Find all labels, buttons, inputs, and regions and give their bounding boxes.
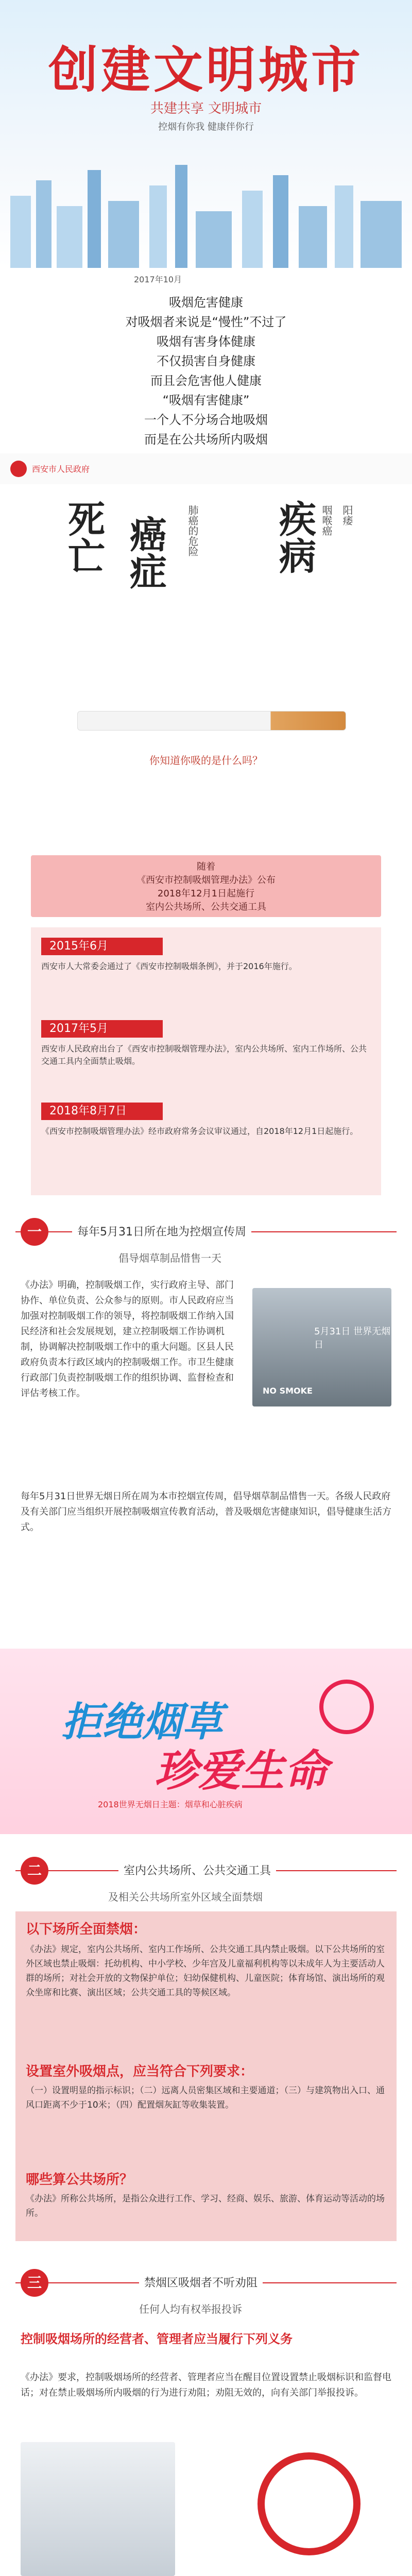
rules-heading: 以下场所全面禁烟： xyxy=(26,1922,147,1937)
timeline-year: 2015年6月 xyxy=(41,938,163,955)
smoker-illustration xyxy=(21,2442,175,2576)
rules-box xyxy=(15,1911,397,2241)
section-header xyxy=(0,1216,412,1249)
intro-line: 而且会危害他人健康 xyxy=(150,374,262,388)
section-subtitle: 任何人均有权举报投诉 xyxy=(139,2303,242,2315)
policy-notice-box xyxy=(31,855,381,917)
gov-logo-icon xyxy=(10,461,27,477)
section-title: 禁烟区吸烟者不听劝阻 xyxy=(139,2274,263,2290)
timeline xyxy=(31,927,381,1195)
section-header xyxy=(0,2267,412,2300)
rules-heading: 哪些算公共场所？ xyxy=(26,2172,133,2188)
intro-line: 对吸烟者来说是“慢性”不过了 xyxy=(125,315,287,329)
hero-banner xyxy=(0,0,412,268)
hero-title: 创建文明城市 xyxy=(48,41,364,99)
no-smoke-photo xyxy=(252,1288,391,1406)
poster-word: 疾病 xyxy=(273,500,317,574)
intro-date: 2017年10月 xyxy=(134,275,182,284)
section-number: 一 xyxy=(21,1218,48,1246)
section-title: 室内公共场所、公共交通工具 xyxy=(118,1862,276,1878)
section-header xyxy=(0,1855,412,1888)
banner-caption: 2018世界无烟日主题：烟草和心脏疾病 xyxy=(98,1800,243,1809)
intro-line: 而是在公共场所内吸烟 xyxy=(144,432,268,447)
photo-label: NO SMOKE xyxy=(263,1386,313,1396)
anti-smoking-poster xyxy=(0,484,412,845)
poster-word: 死亡 xyxy=(62,500,106,574)
notice-line: 随着 xyxy=(197,861,215,872)
rules-text: 《办法》规定，室内公共场所、室内工作场所、公共交通工具内禁止吸烟。以下公共场所的室外区域也禁止吸烟：托幼机构、中小学校、少年宫及儿童福利机构等以未成年人为主要活动人群的场所；对社会开放的文物保护单位；妇幼保健机构、儿童医院；体育场馆、演出场所的观众坐席和比赛、演出区域；公共交通工具的等候区域。 xyxy=(26,1944,385,1998)
promo-banner xyxy=(0,1649,412,1834)
hero-tagline: 控烟有你我 健康伴你行 xyxy=(158,122,254,132)
intro-line: 不仅损害自身健康 xyxy=(157,354,255,368)
poster-side-word: 肺癌的危险 xyxy=(186,505,199,556)
notice-line: 《西安市控制吸烟管理办法》公布 xyxy=(136,875,276,886)
banner-headline: 拒绝烟草 xyxy=(62,1699,223,1745)
rules-text: 《办法》所称公共场所，是指公众进行工作、学习、经商、娱乐、旅游、体育运动等活动的场所。 xyxy=(26,2194,385,2218)
intro-line: 吸烟危害健康 xyxy=(169,295,243,310)
photo-badge: 5月31日 世界无烟日 xyxy=(314,1326,391,1350)
intro-line: 吸烟有害身体健康 xyxy=(157,334,255,349)
timeline-year: 2018年8月7日 xyxy=(41,1103,163,1120)
section-paragraph: 每年5月31日世界无烟日所在周为本市控烟宣传周，倡导烟草制品惜售一天。各级人民政府及有关部门应当组织开展控制吸烟宣传教育活动，普及吸烟危害健康知识，倡导健康生活方式。 xyxy=(21,1491,391,1533)
section-paragraph: 《办法》明确，控制吸烟工作，实行政府主导、部门协作、单位负责、公众参与的原则。市人民政府应当加强对控制吸烟工作的领导，将控制吸烟工作纳入国民经济和社会发展规划，建立控制吸烟工作协调机制，协调解决控制吸烟工作中的重大问题。区县人民政府负责本行政区域内的控制吸烟工作。市卫生健康行政部门负责控制吸烟工作的组织协调、监督检查和评估考核工作。 xyxy=(21,1280,234,1399)
section-subtitle: 倡导烟草制品惜售一天 xyxy=(118,1252,221,1264)
poster-word: 癌症 xyxy=(124,515,167,589)
poster-caption: 你知道你吸的是什么吗？ xyxy=(149,754,263,767)
policy-notice-text xyxy=(31,860,381,914)
rules-text: （一）设置明显的指示标识；（二）远离人员密集区域和主要通道；（三）与建筑物出入口、通风口距离不少于10米；（四）配置烟灰缸等收集装置。 xyxy=(26,2086,385,2110)
hero-subtitle: 共建共享 文明城市 xyxy=(150,101,262,116)
timeline-text: 西安市人民政府出台了《西安市控制吸烟管理办法》，室内公共场所、室内工作场所、公共交通工具内全面禁止吸烟。 xyxy=(41,1044,367,1066)
intro-section xyxy=(0,268,412,453)
logo-text: 西安市人民政府 xyxy=(32,464,90,474)
logo-bar xyxy=(0,453,412,485)
intro-lines xyxy=(0,293,412,449)
section-number: 三 xyxy=(21,2269,48,2297)
city-skyline-graphic xyxy=(0,155,412,268)
no-smoking-sign-icon xyxy=(258,2452,360,2555)
section-paragraph: 《办法》要求，控制吸烟场所的经营者、管理者应当在醒目位置设置禁止吸烟标识和监督电话；对在禁止吸烟场所内吸烟的行为进行劝阻；劝阻无效的，向有关部门举报投诉。 xyxy=(21,2372,391,2398)
cigarette-graphic xyxy=(77,711,346,731)
notice-line: 室内公共场所、公共交通工具 xyxy=(146,902,266,912)
no-smoking-icon xyxy=(319,1680,374,1734)
poster-side-word: 咽喉癌 xyxy=(320,505,333,536)
timeline-year: 2017年5月 xyxy=(41,1020,163,1038)
section-subtitle: 及相关公共场所室外区域全面禁烟 xyxy=(108,1891,263,1903)
rules-heading: 设置室外吸烟点，应当符合下列要求： xyxy=(26,2064,254,2079)
section-title: 每年5月31日所在地为控烟宣传周 xyxy=(72,1223,251,1239)
notice-line: 2018年12月1日起施行 xyxy=(157,888,255,899)
intro-line: “吸烟有害健康” xyxy=(162,393,250,408)
section-number: 二 xyxy=(21,1857,48,1885)
timeline-text: 西安市人大常委会通过了《西安市控制吸烟条例》，并于2016年施行。 xyxy=(41,961,297,971)
timeline-text: 《西安市控制吸烟管理办法》经市政府常务会议审议通过，自2018年12月1日起施行。 xyxy=(41,1126,358,1136)
banner-headline-2: 珍爱生命 xyxy=(154,1745,328,1796)
intro-line: 一个人不分场合地吸烟 xyxy=(144,413,268,427)
poster-side-word: 阳痿 xyxy=(341,505,353,526)
duty-heading: 控制吸烟场所的经营者、管理者应当履行下列义务 xyxy=(21,2332,293,2346)
